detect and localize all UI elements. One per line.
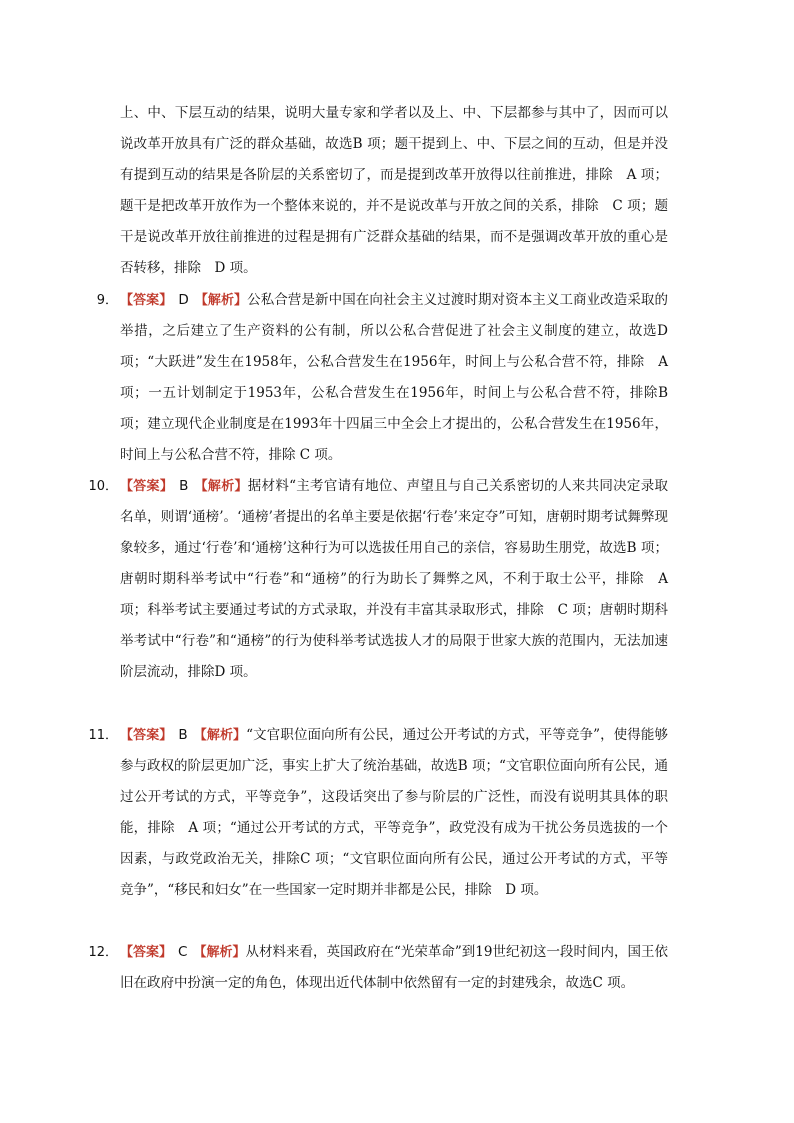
- question-number: 10．: [88, 479, 118, 494]
- answer-paragraph: [120, 720, 668, 906]
- question-number: 9．: [96, 293, 118, 308]
- analysis-text: 从材料来看，英国政府在“光荣革命”到19世纪初这一段时间内，国王依旧在政府中扮演一定的角色，体现出近代体制中依然留有一定的封建残余，故选C 项。: [120, 944, 668, 991]
- question-number: 11．: [88, 728, 118, 743]
- answer-letter: B: [178, 727, 188, 743]
- analysis-tag: 【解析】: [193, 728, 247, 743]
- analysis-tag: 【解析】: [194, 293, 248, 308]
- analysis-tag: 【解析】: [194, 479, 248, 494]
- analysis-text: “文官职位面向所有公民，通过公开考试的方式，平等竞争”，使得能够参与政权的阶层更加广泛，事实上扩大了统治基础，故选B 项；“文官职位面向所有公民，通过公开考试的方式，平等竞争”，这段话突出了参与阶层的广泛性，而没有说明其具体的职能，排除 A 项；“通过公开考试的方式，平等竞争”，政党没有成为干扰公务员选拔的一个因素，与政党政治无关，排除C 项；“文官职位面向所有公民，通过公开考试的方式，平等竞争”，“移民和妇女”在一些国家一定时期并非都是公民，排除 D 项。: [120, 727, 668, 898]
- question-10-answer: [88, 471, 668, 688]
- answer-tag: 【答案】: [120, 293, 173, 308]
- question-12-answer: [88, 937, 668, 999]
- answer-tag: 【答案】: [120, 728, 173, 743]
- answer-tag: 【答案】: [120, 945, 173, 960]
- question-9-answer: [96, 285, 668, 471]
- answer-letter: B: [179, 478, 189, 494]
- q8-analysis-continuation: [120, 98, 668, 284]
- question-number: 12．: [88, 945, 118, 960]
- analysis-text: 公私合营是新中国在向社会主义过渡时期对资本主义工商业改造采取的举措，之后建立了生产资料的公有制，所以公私合营促进了社会主义制度的建立，故选D 项；“大跃进”发生在1958年，公私合营发生在1956年，时间上与公私合营不符，排除 A 项；一五计划制定于1953年，公私合营发生在1956年，时间上与公私合营不符，排除B 项；建立现代企业制度是在1993年十四届三中全会上才提出的，公私合营发生在1956年，时间上与公私合营不符，排除 C 项。: [120, 292, 668, 463]
- answer-paragraph: [120, 937, 668, 999]
- analysis-tag: 【解析】: [193, 945, 246, 960]
- answer-letter: C: [178, 944, 188, 960]
- answer-letter: D: [178, 292, 189, 308]
- answer-paragraph: [120, 285, 668, 471]
- question-11-answer: [88, 720, 668, 906]
- continuation-text: 上、中、下层互动的结果，说明大量专家和学者以及上、中、下层都参与其中了，因而可以说改革开放具有广泛的群众基础，故选B 项；题干提到上、中、下层之间的互动，但是并没有提到互动的结果是各阶层的关系密切了，而是提到改革开放得以往前推进，排除 A 项；题干是把改革开放作为一个整体来说的，并不是说改革与开放之间的关系，排除 C 项；题干是说改革开放往前推进的过程是拥有广泛群众基础的结果，而不是强调改革开放的重心是否转移，排除 D 项。: [120, 105, 668, 276]
- answer-tag: 【答案】: [120, 479, 174, 494]
- analysis-text: 据材料“主考官请有地位、声望且与自己关系密切的人来共同决定录取名单，则谓‘通榜’。‘通榜’者提出的名单主要是依据‘行卷’来定夺”可知，唐朝时期考试舞弊现象较多，通过‘行卷’和‘通榜’这种行为可以选拔任用自己的亲信，容易助生朋党，故选B 项；唐朝时期科举考试中“行卷”和“通榜”的行为助长了舞弊之风，不利于取士公平，排除 A 项；科举考试主要通过考试的方式录取，并没有丰富其录取形式，排除 C 项；唐朝时期科举考试中“行卷”和“通榜”的行为使科举考试选拔人才的局限于世家大族的范围内，无法加速阶层流动，排除D 项。: [120, 478, 668, 680]
- answer-paragraph: [120, 471, 668, 688]
